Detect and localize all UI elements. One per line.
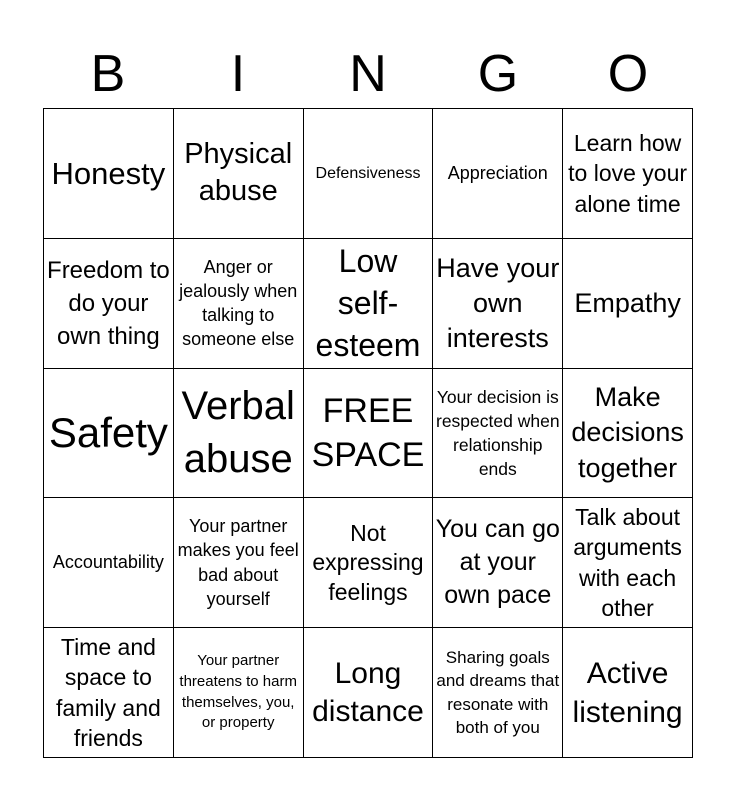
cell-text: You can go at your own pace bbox=[435, 515, 560, 610]
cell-text: Freedom to do your own thing bbox=[47, 256, 170, 350]
cell-text: Verbal abuse bbox=[181, 384, 295, 481]
cell-text: Your partner makes you feel bad about yourself bbox=[177, 516, 299, 610]
cell-text: Long distance bbox=[312, 657, 424, 728]
cell-text: Learn how to love your alone time bbox=[568, 129, 688, 217]
bingo-cell[interactable] bbox=[304, 628, 434, 758]
cell-text: Low self-esteem bbox=[315, 242, 421, 364]
bingo-cell[interactable] bbox=[433, 498, 563, 628]
cell-text: Not expressing feelings bbox=[312, 519, 424, 605]
cell-text: Make decisions together bbox=[571, 382, 684, 483]
bingo-cell[interactable] bbox=[563, 369, 693, 499]
bingo-cell[interactable] bbox=[174, 239, 304, 369]
bingo-cell[interactable] bbox=[304, 498, 434, 628]
bingo-cell[interactable] bbox=[174, 498, 304, 628]
bingo-cell[interactable] bbox=[44, 498, 174, 628]
cell-text: FREE SPACE bbox=[311, 391, 425, 474]
cell-text: Your partner threatens to harm themselves, you, or property bbox=[179, 652, 297, 732]
cell-text: Physical abuse bbox=[184, 137, 293, 208]
header-letter-n: N bbox=[349, 45, 387, 103]
cell-text: Appreciation bbox=[447, 162, 548, 183]
bingo-cell[interactable] bbox=[563, 239, 693, 369]
cell-text: Empathy bbox=[574, 288, 681, 318]
bingo-cell[interactable] bbox=[563, 109, 693, 239]
cell-text: Time and space to family and friends bbox=[55, 633, 161, 751]
free-space-cell[interactable] bbox=[304, 369, 434, 499]
bingo-cell[interactable] bbox=[563, 498, 693, 628]
bingo-header bbox=[43, 40, 693, 108]
bingo-board bbox=[43, 108, 693, 758]
bingo-cell[interactable] bbox=[44, 628, 174, 758]
header-letter-i: I bbox=[230, 45, 246, 103]
header-letter-g: G bbox=[477, 45, 519, 103]
cell-text: Honesty bbox=[51, 155, 166, 191]
bingo-cell[interactable] bbox=[304, 109, 434, 239]
cell-text: Anger or jealously when talking to someone else bbox=[179, 256, 298, 350]
cell-text: Accountability bbox=[52, 551, 164, 572]
cell-text: Safety bbox=[48, 408, 168, 456]
bingo-cell[interactable] bbox=[174, 369, 304, 499]
header-letter-b: B bbox=[90, 45, 126, 103]
header-letter-o: O bbox=[607, 45, 649, 103]
bingo-cell[interactable] bbox=[44, 239, 174, 369]
bingo-cell[interactable] bbox=[563, 628, 693, 758]
cell-text: Talk about arguments with each other bbox=[573, 504, 682, 622]
bingo-cell[interactable] bbox=[433, 109, 563, 239]
bingo-cell[interactable] bbox=[174, 628, 304, 758]
bingo-cell[interactable] bbox=[174, 109, 304, 239]
bingo-cell[interactable] bbox=[433, 239, 563, 369]
bingo-cell[interactable] bbox=[433, 369, 563, 499]
bingo-cell[interactable] bbox=[44, 109, 174, 239]
bingo-cell[interactable] bbox=[433, 628, 563, 758]
cell-text: Active listening bbox=[572, 656, 683, 729]
cell-text: Your decision is respected when relationship ends bbox=[436, 386, 560, 480]
bingo-cell[interactable] bbox=[304, 239, 434, 369]
cell-text: Sharing goals and dreams that resonate with both of you bbox=[436, 647, 560, 738]
cell-text: Have your own interests bbox=[436, 252, 560, 353]
bingo-cell[interactable] bbox=[44, 369, 174, 499]
cell-text: Defensiveness bbox=[315, 164, 421, 182]
